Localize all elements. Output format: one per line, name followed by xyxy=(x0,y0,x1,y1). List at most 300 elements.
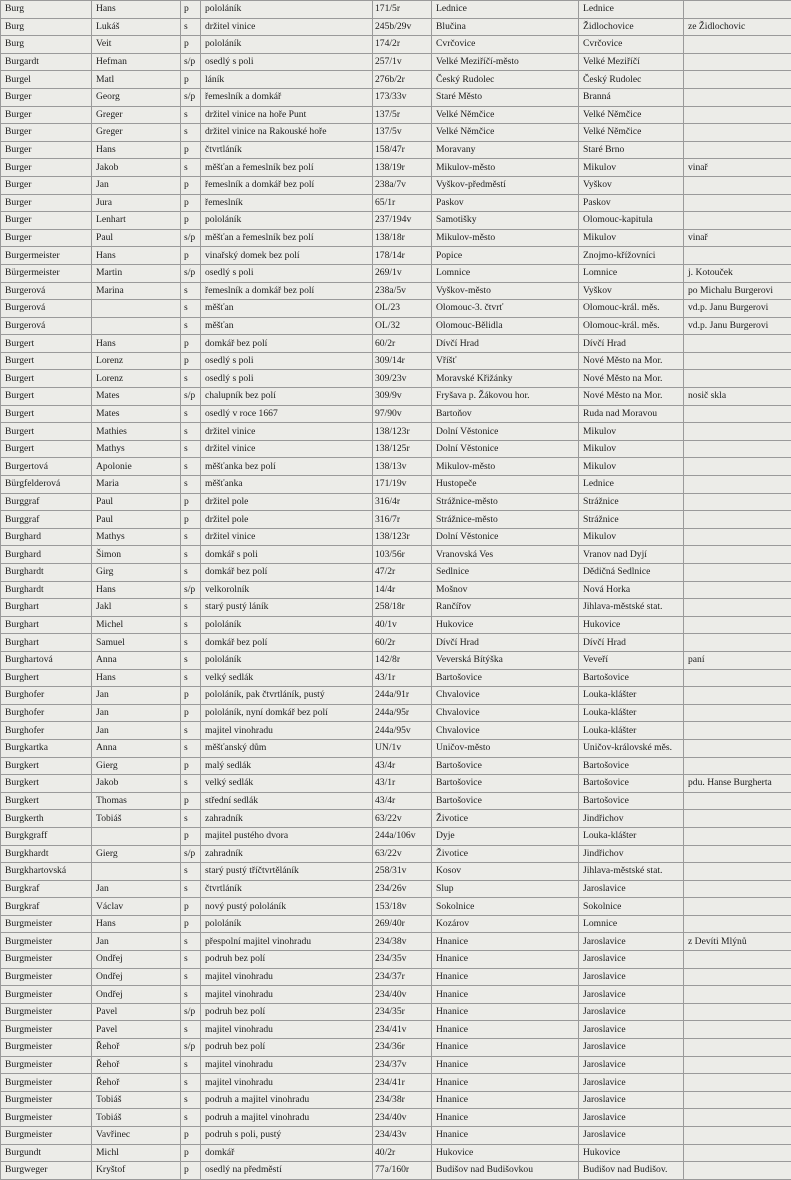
reference-cell: 234/43v xyxy=(373,1127,432,1145)
note-cell xyxy=(684,704,791,722)
note-cell: z Devíti Mlýnů xyxy=(684,933,791,951)
table-row xyxy=(1,247,791,265)
given-name-cell: Marina xyxy=(92,282,181,300)
village-cell: Kosov xyxy=(432,863,579,881)
description-cell: měšťanka xyxy=(201,476,373,494)
given-name-cell: Hans xyxy=(92,669,181,687)
reference-cell: 43/1r xyxy=(373,669,432,687)
description-cell: řemeslník a domkář xyxy=(201,88,373,106)
table-row xyxy=(1,18,791,36)
estate-cell: Jaroslavice xyxy=(579,968,684,986)
estate-cell: Jaroslavice xyxy=(579,1056,684,1074)
given-name-cell: Veit xyxy=(92,36,181,54)
estate-cell: Velké Meziříčí xyxy=(579,53,684,71)
table-row xyxy=(1,1,791,19)
given-name-cell: Michl xyxy=(92,1144,181,1162)
table-row xyxy=(1,986,791,1004)
table-row xyxy=(1,634,791,652)
village-cell: Životice xyxy=(432,810,579,828)
surname-cell: Burg xyxy=(1,36,92,54)
surname-cell: Burghardt xyxy=(1,581,92,599)
given-name-cell: Hans xyxy=(92,915,181,933)
status-cell: s xyxy=(181,528,201,546)
status-cell: p xyxy=(181,704,201,722)
surname-cell: Burghard xyxy=(1,528,92,546)
surname-cell: Bürgfelderová xyxy=(1,476,92,494)
village-cell: Český Rudolec xyxy=(432,71,579,89)
surname-cell: Burgkert xyxy=(1,775,92,793)
table-row xyxy=(1,564,791,582)
reference-cell: 244a/95v xyxy=(373,722,432,740)
reference-cell: 138/13v xyxy=(373,458,432,476)
note-cell xyxy=(684,1162,791,1180)
estate-cell: Jaroslavice xyxy=(579,1003,684,1021)
surname-cell: Burghofer xyxy=(1,704,92,722)
note-cell xyxy=(684,1056,791,1074)
reference-cell: 234/41r xyxy=(373,1074,432,1092)
description-cell: domkář bez polí xyxy=(201,634,373,652)
surname-cell: Burgmeister xyxy=(1,968,92,986)
description-cell: zahradník xyxy=(201,845,373,863)
description-cell: pololáník xyxy=(201,651,373,669)
estate-cell: Nové Město na Mor. xyxy=(579,388,684,406)
estate-cell: Dědičná Sedlnice xyxy=(579,564,684,582)
village-cell: Staré Město xyxy=(432,88,579,106)
surname-cell: Burgmeister xyxy=(1,1109,92,1127)
note-cell xyxy=(684,863,791,881)
estate-cell: Jaroslavice xyxy=(579,1091,684,1109)
given-name-cell: Pavel xyxy=(92,1021,181,1039)
status-cell: s xyxy=(181,458,201,476)
reference-cell: 234/40v xyxy=(373,1109,432,1127)
estate-cell: Olomouc-kapitula xyxy=(579,212,684,230)
given-name-cell xyxy=(92,827,181,845)
village-cell: Mikulov-město xyxy=(432,159,579,177)
note-cell xyxy=(684,247,791,265)
table-row xyxy=(1,704,791,722)
estate-cell: Louka-klášter xyxy=(579,704,684,722)
status-cell: s xyxy=(181,564,201,582)
surname-cell: Burgkhardt xyxy=(1,845,92,863)
surname-cell: Burgweger xyxy=(1,1162,92,1180)
estate-cell: Jaroslavice xyxy=(579,1109,684,1127)
description-cell: podruh a majitel vinohradu xyxy=(201,1091,373,1109)
village-cell: Hnanice xyxy=(432,1127,579,1145)
description-cell: pololáník xyxy=(201,616,373,634)
estate-cell: Jaroslavice xyxy=(579,933,684,951)
reference-cell: 269/1v xyxy=(373,264,432,282)
estate-cell: Jaroslavice xyxy=(579,951,684,969)
estate-cell: Znojmo-křížovníci xyxy=(579,247,684,265)
status-cell: s/p xyxy=(181,388,201,406)
note-cell xyxy=(684,581,791,599)
village-cell: Bartošovice xyxy=(432,757,579,775)
surname-cell: Burgmeister xyxy=(1,1039,92,1057)
status-cell: s xyxy=(181,124,201,142)
note-cell xyxy=(684,915,791,933)
description-cell: řemeslník xyxy=(201,194,373,212)
village-cell: Blučina xyxy=(432,18,579,36)
surname-cell: Burger xyxy=(1,124,92,142)
status-cell: s xyxy=(181,370,201,388)
description-cell: domkář s poli xyxy=(201,546,373,564)
description-cell: osedlý s poli xyxy=(201,352,373,370)
estate-cell: Velké Němčice xyxy=(579,106,684,124)
estate-cell: Jaroslavice xyxy=(579,1074,684,1092)
estate-cell: Nová Horka xyxy=(579,581,684,599)
description-cell: držitel vinice na Rakouské hoře xyxy=(201,124,373,142)
status-cell: p xyxy=(181,757,201,775)
village-cell: Hnanice xyxy=(432,1003,579,1021)
surname-cell: Burghofer xyxy=(1,722,92,740)
table-row xyxy=(1,669,791,687)
note-cell: nosič skla xyxy=(684,388,791,406)
given-name-cell: Jan xyxy=(92,880,181,898)
village-cell: Dívčí Hrad xyxy=(432,634,579,652)
given-name-cell: Maria xyxy=(92,476,181,494)
reference-cell: 43/4r xyxy=(373,792,432,810)
village-cell: Velké Meziříčí-město xyxy=(432,53,579,71)
surname-cell: Burgkartka xyxy=(1,739,92,757)
status-cell: s xyxy=(181,775,201,793)
given-name-cell: Hans xyxy=(92,247,181,265)
village-cell: Paskov xyxy=(432,194,579,212)
table-row xyxy=(1,1127,791,1145)
given-name-cell: Anna xyxy=(92,739,181,757)
village-cell: Dívčí Hrad xyxy=(432,335,579,353)
village-cell: Strážnice-město xyxy=(432,511,579,529)
given-name-cell: Georg xyxy=(92,88,181,106)
note-cell xyxy=(684,1144,791,1162)
village-cell: Hnanice xyxy=(432,1039,579,1057)
status-cell: s xyxy=(181,1021,201,1039)
estate-cell: Bartošovice xyxy=(579,792,684,810)
table-row xyxy=(1,458,791,476)
status-cell: p xyxy=(181,71,201,89)
note-cell: vinař xyxy=(684,159,791,177)
reference-cell: 244a/91r xyxy=(373,687,432,705)
table-row xyxy=(1,370,791,388)
status-cell: s/p xyxy=(181,581,201,599)
note-cell xyxy=(684,106,791,124)
given-name-cell: Gierg xyxy=(92,845,181,863)
description-cell: pololáník xyxy=(201,212,373,230)
status-cell: s xyxy=(181,599,201,617)
table-row xyxy=(1,229,791,247)
table-row xyxy=(1,599,791,617)
description-cell: řemeslník a domkář bez polí xyxy=(201,282,373,300)
reference-cell: 234/35r xyxy=(373,1003,432,1021)
reference-cell: 138/18r xyxy=(373,229,432,247)
note-cell xyxy=(684,176,791,194)
description-cell: podruh bez polí xyxy=(201,1039,373,1057)
village-cell: Bartošovice xyxy=(432,669,579,687)
note-cell xyxy=(684,898,791,916)
status-cell: s xyxy=(181,476,201,494)
village-cell: Dolní Věstonice xyxy=(432,423,579,441)
village-cell: Bartoňov xyxy=(432,405,579,423)
reference-cell: 309/14r xyxy=(373,352,432,370)
note-cell xyxy=(684,951,791,969)
village-cell: Olomouc-Bělidla xyxy=(432,317,579,335)
table-row xyxy=(1,476,791,494)
status-cell: s xyxy=(181,651,201,669)
status-cell: p xyxy=(181,36,201,54)
reference-cell: 238a/5v xyxy=(373,282,432,300)
reference-cell: 63/22v xyxy=(373,810,432,828)
estate-cell: Hukovice xyxy=(579,616,684,634)
surname-cell: Burgmeister xyxy=(1,915,92,933)
description-cell: osedlý s poli xyxy=(201,53,373,71)
status-cell: s xyxy=(181,300,201,318)
given-name-cell: Řehoř xyxy=(92,1074,181,1092)
estate-cell: Staré Brno xyxy=(579,141,684,159)
reference-cell: 234/26v xyxy=(373,880,432,898)
estate-cell: Nové Město na Mor. xyxy=(579,352,684,370)
note-cell xyxy=(684,511,791,529)
estate-cell: Velké Němčice xyxy=(579,124,684,142)
given-name-cell: Jakl xyxy=(92,599,181,617)
status-cell: p xyxy=(181,687,201,705)
note-cell xyxy=(684,1,791,19)
status-cell: s/p xyxy=(181,845,201,863)
description-cell: domkář bez polí xyxy=(201,335,373,353)
estate-cell: Židlochovice xyxy=(579,18,684,36)
note-cell xyxy=(684,370,791,388)
description-cell: držitel vinice na hoře Punt xyxy=(201,106,373,124)
note-cell: paní xyxy=(684,651,791,669)
given-name-cell: Gierg xyxy=(92,757,181,775)
description-cell: osedlý v roce 1667 xyxy=(201,405,373,423)
description-cell: podruh s poli, pustý xyxy=(201,1127,373,1145)
status-cell: s xyxy=(181,880,201,898)
table-row xyxy=(1,88,791,106)
village-cell: Popice xyxy=(432,247,579,265)
village-cell: Lednice xyxy=(432,1,579,19)
table-row xyxy=(1,739,791,757)
table-row xyxy=(1,1091,791,1109)
description-cell: měšťanský dům xyxy=(201,739,373,757)
surname-cell: Burghart xyxy=(1,616,92,634)
note-cell xyxy=(684,1074,791,1092)
description-cell: majitel vinohradu xyxy=(201,1074,373,1092)
estate-cell: Lednice xyxy=(579,476,684,494)
surname-cell: Burgert xyxy=(1,370,92,388)
estate-cell: Vyškov xyxy=(579,176,684,194)
table-row xyxy=(1,810,791,828)
note-cell xyxy=(684,757,791,775)
given-name-cell: Tobiáš xyxy=(92,1109,181,1127)
note-cell xyxy=(684,1003,791,1021)
reference-cell: 138/123r xyxy=(373,528,432,546)
note-cell xyxy=(684,440,791,458)
note-cell xyxy=(684,599,791,617)
village-cell: Hnanice xyxy=(432,1021,579,1039)
village-cell: Mošnov xyxy=(432,581,579,599)
estate-cell: Vyškov xyxy=(579,282,684,300)
estate-cell: Lomnice xyxy=(579,915,684,933)
surname-cell: Burgmeister xyxy=(1,1056,92,1074)
estate-cell: Nové Město na Mor. xyxy=(579,370,684,388)
given-name-cell: Jan xyxy=(92,176,181,194)
status-cell: s/p xyxy=(181,53,201,71)
status-cell: p xyxy=(181,212,201,230)
status-cell: s xyxy=(181,546,201,564)
given-name-cell xyxy=(92,317,181,335)
surname-cell: Burgmeister xyxy=(1,933,92,951)
given-name-cell: Jan xyxy=(92,933,181,951)
estate-cell: Bartošovice xyxy=(579,757,684,775)
description-cell: domkář xyxy=(201,1144,373,1162)
given-name-cell: Šimon xyxy=(92,546,181,564)
status-cell: s xyxy=(181,1056,201,1074)
surname-cell: Burghart xyxy=(1,634,92,652)
given-name-cell: Vavřinec xyxy=(92,1127,181,1145)
status-cell: s xyxy=(181,1074,201,1092)
given-name-cell: Hans xyxy=(92,1,181,19)
surname-cell: Burgert xyxy=(1,388,92,406)
status-cell: p xyxy=(181,1,201,19)
village-cell: Hnanice xyxy=(432,986,579,1004)
status-cell: s xyxy=(181,106,201,124)
surname-cell: Burgertová xyxy=(1,458,92,476)
surname-cell: Burghert xyxy=(1,669,92,687)
description-cell: držitel vinice xyxy=(201,528,373,546)
note-cell xyxy=(684,212,791,230)
given-name-cell: Samuel xyxy=(92,634,181,652)
table-row xyxy=(1,863,791,881)
description-cell: nový pustý pololáník xyxy=(201,898,373,916)
note-cell xyxy=(684,528,791,546)
note-cell xyxy=(684,669,791,687)
given-name-cell: Girg xyxy=(92,564,181,582)
given-name-cell: Jakob xyxy=(92,159,181,177)
description-cell: starý pustý láník xyxy=(201,599,373,617)
note-cell xyxy=(684,1039,791,1057)
status-cell: p xyxy=(181,141,201,159)
given-name-cell: Hefman xyxy=(92,53,181,71)
estate-cell: Vranov nad Dyjí xyxy=(579,546,684,564)
surname-cell: Burger xyxy=(1,229,92,247)
estate-cell: Jindřichov xyxy=(579,845,684,863)
village-cell: Chvalovice xyxy=(432,687,579,705)
description-cell: malý sedlák xyxy=(201,757,373,775)
surname-cell: Burgkhartovská xyxy=(1,863,92,881)
description-cell: pololáník xyxy=(201,1,373,19)
status-cell: s xyxy=(181,423,201,441)
given-name-cell: Paul xyxy=(92,229,181,247)
surname-cell: Burgardt xyxy=(1,53,92,71)
table-row xyxy=(1,511,791,529)
given-name-cell: Ondřej xyxy=(92,968,181,986)
given-name-cell: Greger xyxy=(92,124,181,142)
table-row xyxy=(1,194,791,212)
status-cell: s xyxy=(181,933,201,951)
surname-cell: Burgert xyxy=(1,405,92,423)
village-cell: Sedlnice xyxy=(432,564,579,582)
reference-cell: 138/123r xyxy=(373,423,432,441)
given-name-cell xyxy=(92,300,181,318)
note-cell xyxy=(684,405,791,423)
village-cell: Vyškov-předměstí xyxy=(432,176,579,194)
note-cell xyxy=(684,722,791,740)
table-row xyxy=(1,176,791,194)
given-name-cell: Kryštof xyxy=(92,1162,181,1180)
table-row xyxy=(1,1074,791,1092)
surname-cell: Burgmeister xyxy=(1,1091,92,1109)
description-cell: osedlý na předměstí xyxy=(201,1162,373,1180)
surname-cell: Burgmeister xyxy=(1,1003,92,1021)
estate-cell: Jaroslavice xyxy=(579,1021,684,1039)
reference-cell: 153/18v xyxy=(373,898,432,916)
register-rows xyxy=(1,1,791,1180)
reference-cell: 234/40v xyxy=(373,986,432,1004)
status-cell: s xyxy=(181,18,201,36)
reference-cell: 171/19v xyxy=(373,476,432,494)
village-cell: Vříšť xyxy=(432,352,579,370)
note-cell xyxy=(684,88,791,106)
description-cell: podruh bez polí xyxy=(201,1003,373,1021)
surname-cell: Burger xyxy=(1,159,92,177)
status-cell: s xyxy=(181,159,201,177)
note-cell xyxy=(684,36,791,54)
description-cell: majitel vinohradu xyxy=(201,986,373,1004)
village-cell: Hustopeče xyxy=(432,476,579,494)
given-name-cell: Jan xyxy=(92,704,181,722)
status-cell: s xyxy=(181,634,201,652)
description-cell: starý pustý tříčtvrtěláník xyxy=(201,863,373,881)
estate-cell: Jaroslavice xyxy=(579,880,684,898)
note-cell xyxy=(684,124,791,142)
description-cell: zahradník xyxy=(201,810,373,828)
surname-cell: Burgkert xyxy=(1,792,92,810)
given-name-cell: Ondřej xyxy=(92,951,181,969)
description-cell: pololáník xyxy=(201,915,373,933)
estate-cell: Cvrčovice xyxy=(579,36,684,54)
table-row xyxy=(1,440,791,458)
reference-cell: 269/40r xyxy=(373,915,432,933)
estate-cell: Louka-klášter xyxy=(579,827,684,845)
table-row xyxy=(1,951,791,969)
reference-cell: 142/8r xyxy=(373,651,432,669)
status-cell: s/p xyxy=(181,1003,201,1021)
table-row xyxy=(1,141,791,159)
estate-cell: Paskov xyxy=(579,194,684,212)
estate-cell: Louka-klášter xyxy=(579,687,684,705)
estate-cell: Olomouc-král. měs. xyxy=(579,300,684,318)
village-cell: Samotišky xyxy=(432,212,579,230)
status-cell: p xyxy=(181,1162,201,1180)
description-cell: držitel pole xyxy=(201,493,373,511)
surname-cell: Burgkraf xyxy=(1,880,92,898)
table-row xyxy=(1,71,791,89)
table-row xyxy=(1,528,791,546)
village-cell: Bartošovice xyxy=(432,792,579,810)
table-row xyxy=(1,915,791,933)
given-name-cell: Řehoř xyxy=(92,1056,181,1074)
note-cell xyxy=(684,634,791,652)
village-cell: Mikulov-město xyxy=(432,458,579,476)
surname-cell: Burgkerth xyxy=(1,810,92,828)
surname-cell: Burggraf xyxy=(1,493,92,511)
description-cell: velký sedlák xyxy=(201,669,373,687)
description-cell: čtvrtláník xyxy=(201,141,373,159)
estate-cell: Uničov-královské měs. xyxy=(579,739,684,757)
status-cell: s xyxy=(181,968,201,986)
status-cell: s xyxy=(181,317,201,335)
estate-cell: Mikulov xyxy=(579,440,684,458)
reference-cell: 137/5r xyxy=(373,106,432,124)
